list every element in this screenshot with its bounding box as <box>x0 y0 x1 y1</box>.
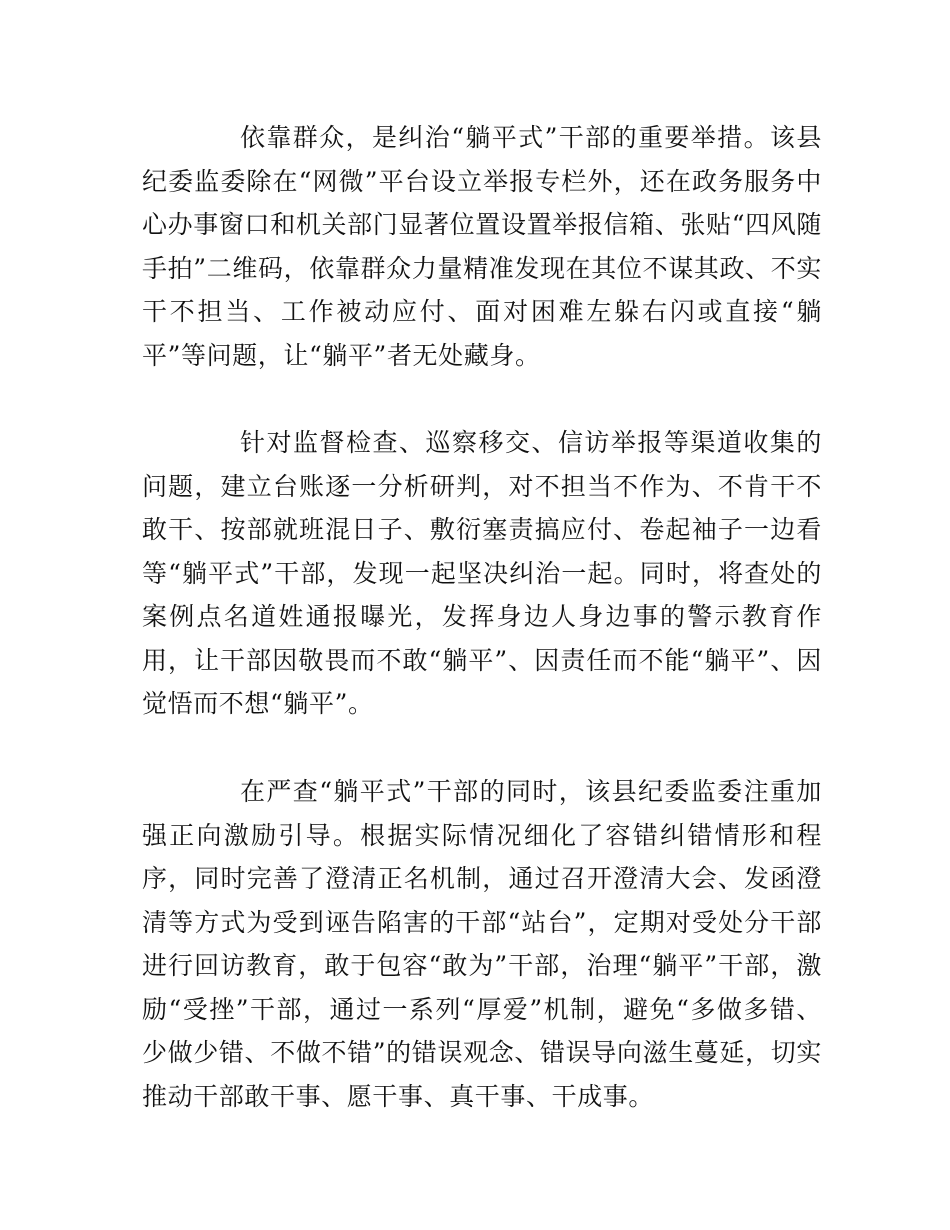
paragraph-1: 依靠群众，是纠治“躺平式”干部的重要举措。该县纪委监委除在“网微”平台设立举报专栏外，还在政务服务中心办事窗口和机关部门显著位置设置举报信箱、张贴“四风随手拍”二维码，依靠群众力量精准发现在其位不谋其政、不实干不担当、工作被动应付、面对困难左躲右闪或直接“躺平”等问题，让“躺平”者无处藏身。 <box>142 123 822 370</box>
paragraph-2: 针对监督检查、巡察移交、信访举报等渠道收集的问题，建立台账逐一分析研判，对不担当不作为、不肯干不敢干、按部就班混日子、敷衍塞责搞应付、卷起袖子一边看等“躺平式”干部，发现一起坚决纠治一起。同时，将查处的案例点名道姓通报曝光，发挥身边人身边事的警示教育作用，让干部因敬畏而不敢“躺平”、因责任而不能“躺平”、因觉悟而不想“躺平”。 <box>142 428 822 718</box>
paragraph-3: 在严查“躺平式”干部的同时，该县纪委监委注重加强正向激励引导。根据实际情况细化了容错纠错情形和程序，同时完善了澄清正名机制，通过召开澄清大会、发函澄清等方式为受到诬告陷害的干部“站台”，定期对受处分干部进行回访教育，敢于包容“敢为”干部，治理“躺平”干部，激励“受挫”干部，通过一系列“厚爱”机制，避免“多做多错、少做少错、不做不错”的错误观念、错误导向滋生蔓延，切实推动干部敢干事、愿干事、真干事、干成事。 <box>142 777 822 1111</box>
